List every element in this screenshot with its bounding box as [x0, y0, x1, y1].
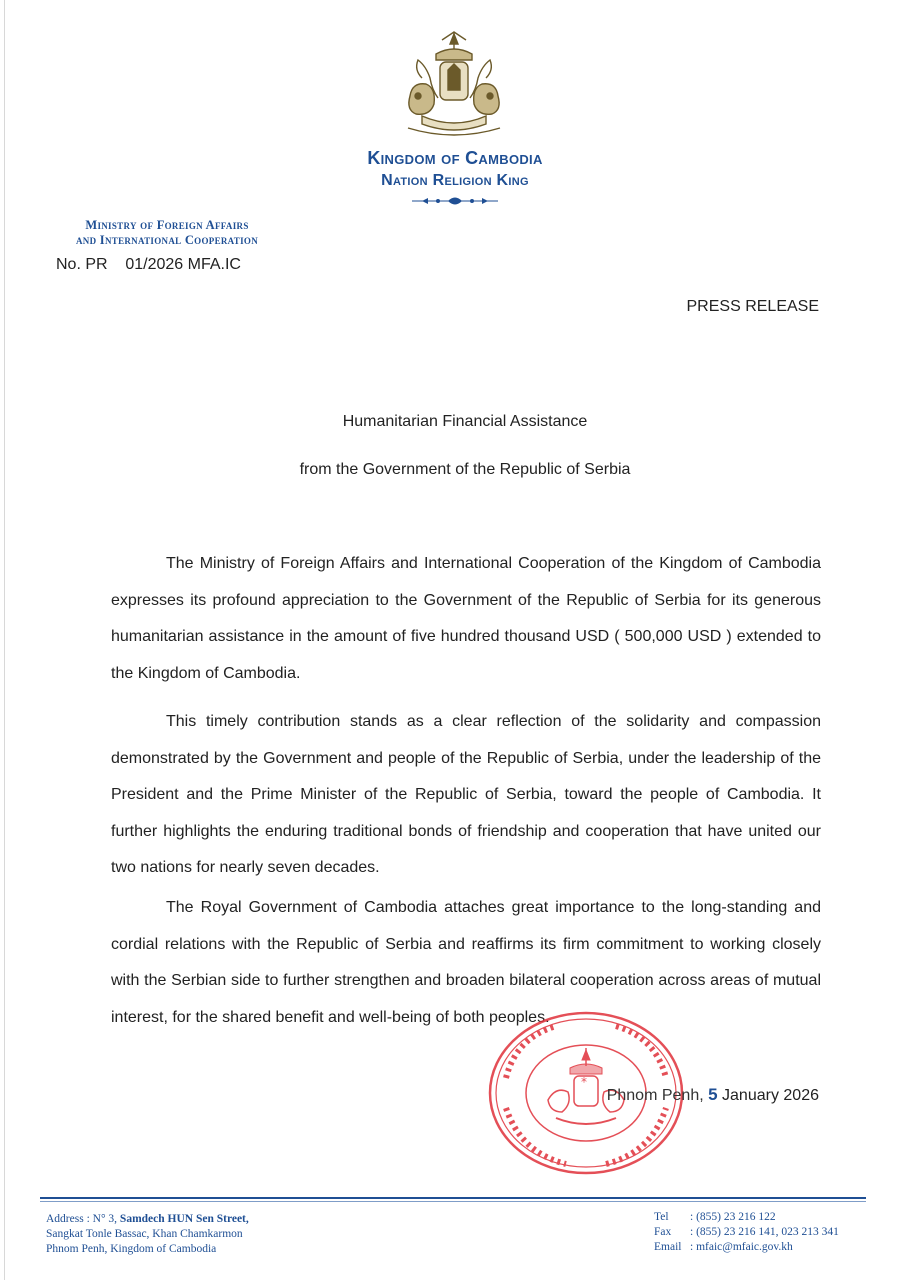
footer-contact	[654, 1210, 839, 1255]
ministry-name-line1: Ministry of Foreign Affairs	[85, 218, 249, 232]
divider-ornament-icon	[410, 194, 500, 208]
dateline	[607, 1085, 819, 1105]
footer-address	[46, 1212, 249, 1257]
reference-code: 01/2026 MFA.IC	[125, 256, 241, 273]
paragraph-text: The Royal Government of Cambodia attaches great importance to the long-standing and cordial relations with the Republic of Serbia and reaffirms its firm commitment to working closely with the Serbian side to further strengthen and broaden bilateral cooperation across areas of mutual interest, for the shared benefit and well-being of both peoples.	[111, 899, 821, 1026]
fax-label: Fax	[654, 1226, 672, 1238]
paragraph-text: This timely contribution stands as a clear reflection of the solidarity and compassion demonstrated by the Government and people of the Republic of Serbia, under the leadership of the President and the Prime Minister of the Republic of Serbia, toward the people of Cambodia. It further highlights the enduring traditional bonds of friendship and cooperation that have united our two nations for nearly seven decades.	[111, 713, 821, 876]
address-line3: Phnom Penh, Kingdom of Cambodia	[46, 1243, 217, 1255]
footer-rule	[40, 1197, 866, 1199]
reference-prefix: No. PR	[56, 256, 108, 273]
kingdom-title: Kingdom of Cambodia	[367, 148, 543, 168]
paragraph-3	[111, 890, 821, 1036]
title-line1: Humanitarian Financial Assistance	[342, 413, 588, 430]
contact-tel	[654, 1210, 839, 1225]
title-line2: from the Government of the Republic of Serbia	[299, 461, 631, 478]
address-line1	[46, 1212, 249, 1227]
contact-email	[654, 1240, 839, 1255]
paragraph-text: The Ministry of Foreign Affairs and International Cooperation of the Kingdom of Cambodia expresses its profound appreciation to the Government of the Republic of Serbia for its generous humanitarian assistance in the amount of five hundred thousand USD ( 500,000 USD ) extended to the Kingdom of Cambodia.	[111, 555, 821, 682]
address-line2: Sangkat Tonle Bassac, Khan Chamkarmon	[46, 1228, 243, 1240]
document-type: PRESS RELEASE	[686, 298, 819, 315]
royal-arms-emblem-icon	[392, 30, 516, 142]
svg-text:*: *	[581, 1075, 587, 1089]
email-value: : mfaic@mfaic.gov.kh	[690, 1241, 793, 1253]
national-motto: Nation Religion King	[381, 172, 529, 189]
dateline-day: 5	[708, 1085, 718, 1104]
page-edge-line	[4, 0, 5, 1280]
footer-rule-thin	[40, 1201, 866, 1202]
paragraph-2	[111, 704, 821, 887]
fax-value: : (855) 23 216 141, 023 213 341	[690, 1226, 839, 1238]
email-label: Email	[654, 1241, 682, 1253]
tel-label: Tel	[654, 1211, 669, 1223]
tel-value: : (855) 23 216 122	[690, 1211, 776, 1223]
address-label: Address : N° 3,	[46, 1213, 120, 1225]
contact-fax	[654, 1225, 839, 1240]
dateline-place: Phnom Penh,	[606, 1087, 704, 1104]
paragraph-1	[111, 546, 821, 692]
dateline-month-year: January 2026	[722, 1087, 819, 1104]
ministry-name-line2: and International Cooperation	[75, 233, 259, 247]
address-street: Samdech HUN Sen Street,	[119, 1213, 249, 1225]
reference-number	[56, 256, 241, 274]
